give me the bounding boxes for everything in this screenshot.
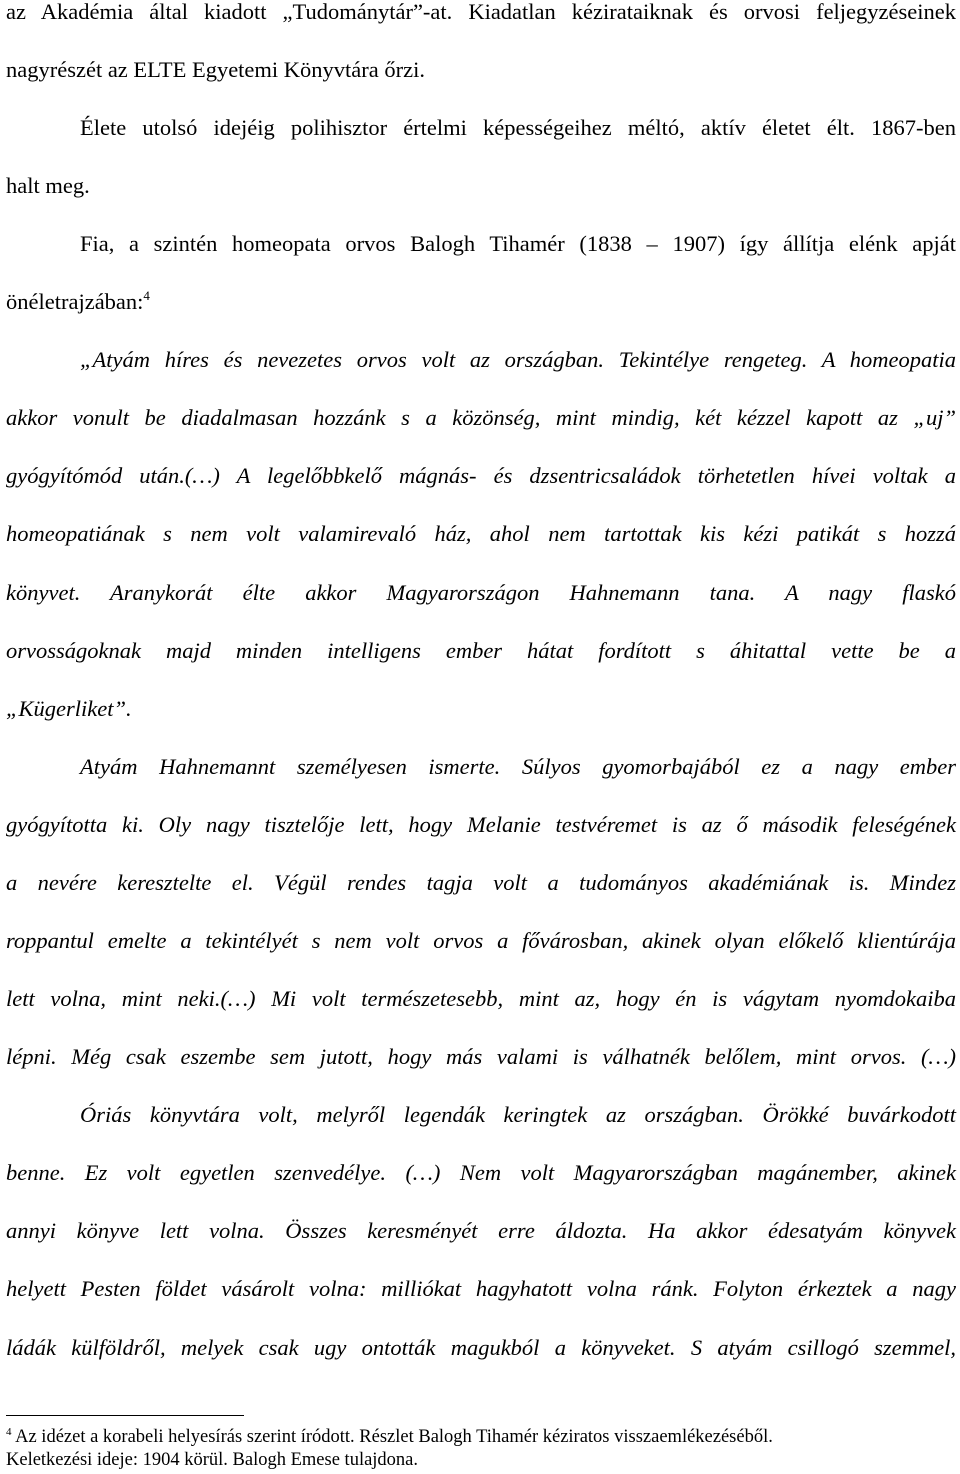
quote-line-8: Atyám Hahnemannt személyesen ismerte. Súlyos gyomorbajából ez a nagy ember [80, 754, 956, 779]
quote-line-11: roppantul emelte a tekintélyét s nem volt orvos a fővárosban, akinek olyan előkelő klientúrája [6, 928, 956, 953]
quote-line-16: annyi könyve lett volna. Összes keresményét erre áldozta. Ha akkor édesatyám könyvek [6, 1218, 956, 1243]
quote-line-7: „Kügerliket”. [6, 696, 132, 721]
quote-line-6: orvosságoknak majd minden intelligens ember hátat fordított s áhitattal vette be a [6, 638, 956, 663]
quote-line-13: lépni. Még csak eszembe sem jutott, hogy más valami is válhatnék belőlem, mint orvos. (…) [6, 1044, 956, 1069]
quote-line-10: a nevére keresztelte el. Végül rendes tagja volt a tudományos akadémiának is. Mindez [6, 870, 956, 895]
footnote-reference: 4 [143, 288, 150, 303]
body-line-3: Élete utolsó idejéig polihisztor értelmi képességeihez méltó, aktív életet élt. 1867-ben [80, 115, 956, 140]
quote-line-5: könyvet. Aranykorát élte akkor Magyarországon Hahnemann tana. A nagy flaskó [6, 580, 956, 605]
footnote-text-1: Az idézet a korabeli helyesírás szerint íródott. Részlet Balogh Tihamér kéziratos visszaemlékezéséből. [15, 1427, 773, 1447]
footnote-line-1 [6, 1426, 773, 1448]
footnote-separator [6, 1415, 244, 1416]
body-line-6 [6, 287, 956, 317]
body-line-6-text: önéletrajzában: [6, 289, 144, 314]
quote-line-3: gyógyítómód után.(…) A legelőbbkelő mágnás- és dzsentricsaládok törhetetlen hívei voltak a [6, 463, 956, 488]
quote-line-1: „Atyám híres és nevezetes orvos volt az országban. Tekintélye rengeteg. A homeopatia [80, 347, 956, 372]
quote-line-2: akkor vonult be diadalmasan hozzánk s a közönség, mint mindig, két kézzel kapott az „uj” [6, 405, 956, 430]
quote-line-4: homeopatiának s nem volt valamirevaló ház, ahol nem tartottak kis kézi patikát s hozzá [6, 521, 956, 546]
quote-line-12: lett volna, mint neki.(…) Mi volt természetesebb, mint az, hogy én is vágytam nyomdokaiba [6, 986, 956, 1011]
quote-line-14: Óriás könyvtára volt, melyről legendák keringtek az országban. Örökké buvárkodott [80, 1102, 956, 1127]
quote-line-18: ládák külföldről, melyek csak ugy ontották magukból a könyveket. S atyám csillogó szemmel, [6, 1335, 956, 1360]
quote-line-17: helyett Pesten földet vásárolt volna: milliókat hagyhatott volna ránk. Folyton érkeztek a nagy [6, 1276, 956, 1301]
body-line-1: az Akadémia által kiadott „Tudománytár”-at. Kiadatlan kézirataiknak és orvosi feljegyzéseinek [6, 0, 956, 24]
quote-line-9: gyógyította ki. Oly nagy tisztelője lett, hogy Melanie testvéremet is az ő második feleségének [6, 812, 956, 837]
footnote-number: 4 [6, 1426, 12, 1438]
footnote-line-2: Keletkezési ideje: 1904 körül. Balogh Emese tulajdona. [6, 1450, 419, 1470]
quote-line-15: benne. Ez volt egyetlen szenvedélye. (…) Nem volt Magyarországban magánember, akinek [6, 1160, 956, 1185]
body-line-5: Fia, a szintén homeopata orvos Balogh Tihamér (1838 – 1907) így állítja elénk apját [80, 231, 956, 256]
body-line-4: halt meg. [6, 173, 90, 198]
body-line-2: nagyrészét az ELTE Egyetemi Könyvtára őrzi. [6, 57, 425, 82]
